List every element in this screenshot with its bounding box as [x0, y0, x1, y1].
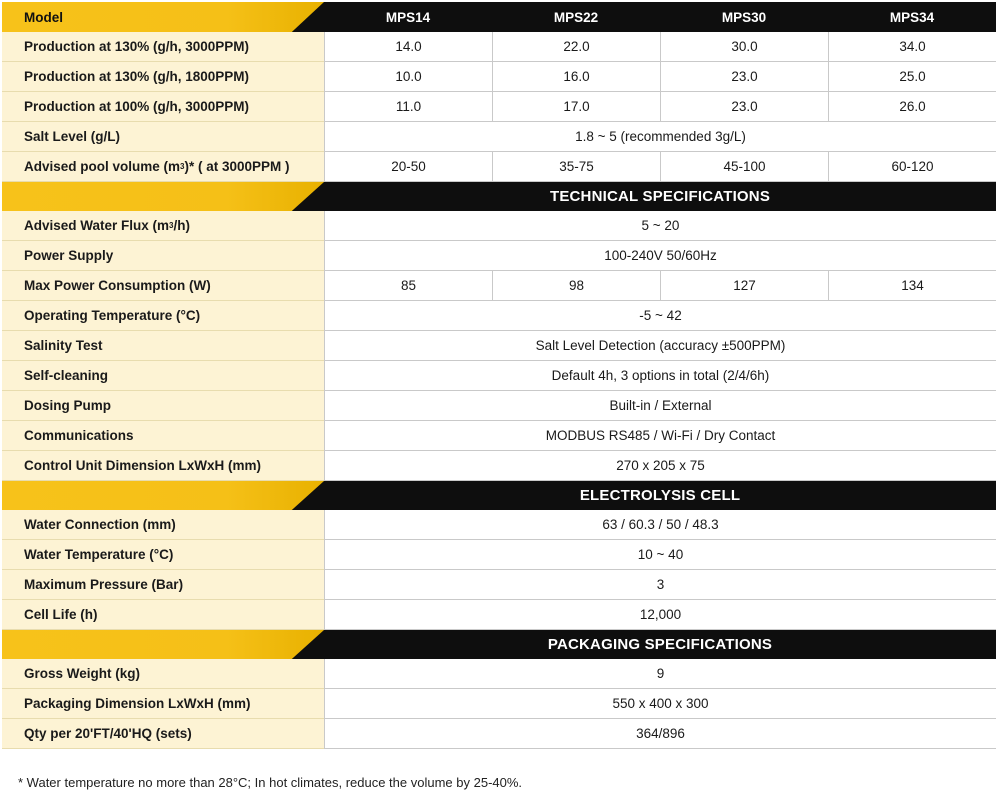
spec-value-merged: Salt Level Detection (accuracy ±500PPM): [324, 331, 996, 361]
spec-label: Production at 130% (g/h, 1800PPM): [2, 62, 324, 92]
model-header-label: Model: [24, 9, 63, 25]
spec-value: 17.0: [492, 92, 660, 122]
spec-value-merged: 10 ~ 40: [324, 540, 996, 570]
spec-value-merged: 12,000: [324, 600, 996, 630]
section-header-cell: [2, 481, 996, 510]
spec-row: [2, 719, 996, 749]
spec-value-merged: 3: [324, 570, 996, 600]
spec-label: Self-cleaning: [2, 361, 324, 391]
spec-value: 85: [324, 271, 492, 301]
spec-label: Water Temperature (°C): [2, 540, 324, 570]
section-title: ELECTROLYSIS CELL: [579, 487, 741, 504]
spec-label-text: /h): [173, 218, 190, 233]
spec-value: 34.0: [828, 32, 996, 62]
spec-value: 14.0: [324, 32, 492, 62]
spec-value: 20-50: [324, 152, 492, 182]
spec-value-merged: 270 x 205 x 75: [324, 451, 996, 481]
spec-row: [2, 570, 996, 600]
spec-value-merged: 1.8 ~ 5 (recommended 3g/L): [324, 122, 996, 152]
spec-value: 127: [660, 271, 828, 301]
spec-row: [2, 600, 996, 630]
model-name: MPS30: [721, 9, 767, 25]
spec-value: 45-100: [660, 152, 828, 182]
spec-label: Gross Weight (kg): [2, 659, 324, 689]
spec-value-merged: 5 ~ 20: [324, 211, 996, 241]
spec-value-merged: 9: [324, 659, 996, 689]
spec-value-merged: 63 / 60.3 / 50 / 48.3: [324, 510, 996, 540]
spec-label: Water Connection (mm): [2, 510, 324, 540]
model-name: MPS14: [385, 9, 431, 25]
model-name: MPS22: [553, 9, 599, 25]
spec-row: [2, 689, 996, 719]
spec-value: 23.0: [660, 92, 828, 122]
spec-label: Packaging Dimension LxWxH (mm): [2, 689, 324, 719]
spec-label: Power Supply: [2, 241, 324, 271]
spec-value: 10.0: [324, 62, 492, 92]
spec-label-text: )* ( at 3000PPM ): [184, 159, 290, 174]
spec-label-text: Advised Water Flux (m: [24, 218, 170, 233]
section-title: PACKAGING SPECIFICATIONS: [547, 636, 773, 653]
spec-label-superscript: 3: [180, 162, 185, 171]
spec-label: Production at 100% (g/h, 3000PPM): [2, 92, 324, 122]
spec-value: 16.0: [492, 62, 660, 92]
spec-label: Qty per 20'FT/40'HQ (sets): [2, 719, 324, 749]
spec-row: [2, 659, 996, 689]
spec-value-merged: Default 4h, 3 options in total (2/4/6h): [324, 361, 996, 391]
spec-value-merged: MODBUS RS485 / Wi-Fi / Dry Contact: [324, 421, 996, 451]
spec-value-merged: 364/896: [324, 719, 996, 749]
spec-value: 134: [828, 271, 996, 301]
spec-label: Maximum Pressure (Bar): [2, 570, 324, 600]
spec-row: [2, 62, 996, 92]
spec-value: 30.0: [660, 32, 828, 62]
spec-value: 98: [492, 271, 660, 301]
spec-value: 26.0: [828, 92, 996, 122]
spec-value: 23.0: [660, 62, 828, 92]
spec-label: Salinity Test: [2, 331, 324, 361]
model-name: MPS34: [889, 9, 935, 25]
spec-row: [2, 331, 996, 361]
spec-label: Production at 130% (g/h, 3000PPM): [2, 32, 324, 62]
section-header-technical: [2, 182, 996, 211]
spec-row: [2, 361, 996, 391]
spec-label: Control Unit Dimension LxWxH (mm): [2, 451, 324, 481]
spec-row: [2, 451, 996, 481]
packaging-rows: [2, 659, 996, 749]
section-header-packaging: [2, 630, 996, 659]
technical-rows: [2, 211, 996, 481]
spec-value-merged: 550 x 400 x 300: [324, 689, 996, 719]
spec-row: [2, 391, 996, 421]
spec-label: [2, 152, 324, 182]
spec-value: 11.0: [324, 92, 492, 122]
spec-row: [2, 32, 996, 62]
model-header-label-cell: [2, 2, 324, 32]
production-rows: [2, 32, 996, 182]
spec-label: Max Power Consumption (W): [2, 271, 324, 301]
spec-row: [2, 540, 996, 570]
spec-value: 35-75: [492, 152, 660, 182]
spec-row: [2, 301, 996, 331]
model-header-row: [2, 2, 996, 32]
spec-value: 22.0: [492, 32, 660, 62]
spec-value-merged: -5 ~ 42: [324, 301, 996, 331]
spec-label: [2, 211, 324, 241]
spec-value-merged: Built-in / External: [324, 391, 996, 421]
spec-value: 60-120: [828, 152, 996, 182]
spec-label: Salt Level (g/L): [2, 122, 324, 152]
section-title: TECHNICAL SPECIFICATIONS: [549, 188, 771, 205]
footnote: * Water temperature no more than 28°C; In hot climates, reduce the volume by 25-40%.: [18, 775, 523, 790]
spec-row: [2, 122, 996, 152]
spec-label: Operating Temperature (°C): [2, 301, 324, 331]
spec-row: [2, 271, 996, 301]
spec-label: Cell Life (h): [2, 600, 324, 630]
spec-table: [2, 2, 996, 749]
spec-row: [2, 211, 996, 241]
spec-label-superscript: 3: [169, 221, 174, 230]
spec-row: [2, 421, 996, 451]
spec-label: Dosing Pump: [2, 391, 324, 421]
spec-label-text: Advised pool volume (m: [24, 159, 181, 174]
spec-row: [2, 152, 996, 182]
spec-row: [2, 510, 996, 540]
spec-value: 25.0: [828, 62, 996, 92]
spec-row: [2, 241, 996, 271]
cell-rows: [2, 510, 996, 630]
spec-label: Communications: [2, 421, 324, 451]
spec-value-merged: 100-240V 50/60Hz: [324, 241, 996, 271]
spec-row: [2, 92, 996, 122]
